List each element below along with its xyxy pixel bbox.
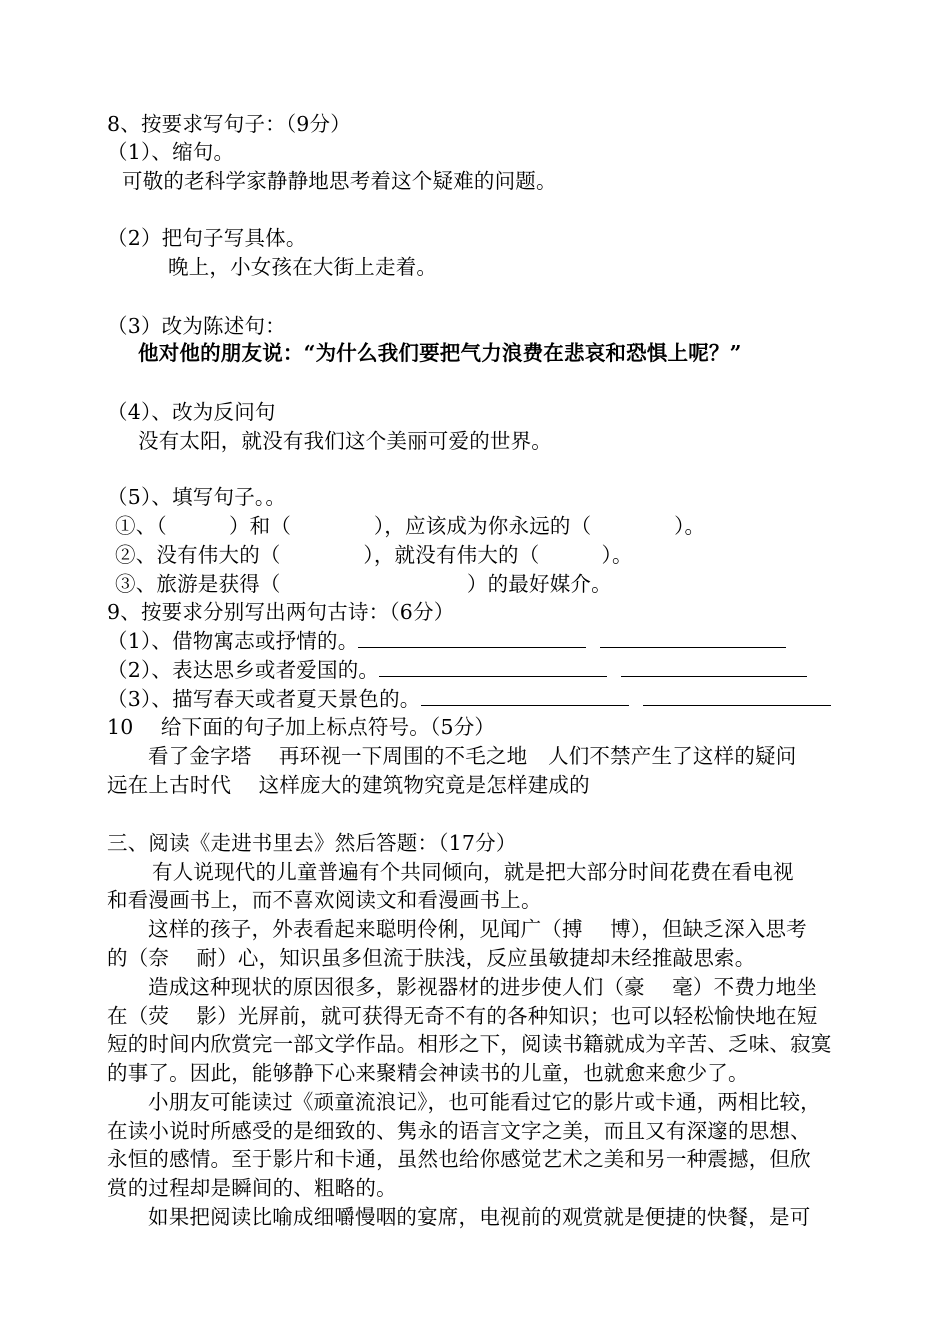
q10-line2: 远在上古时代 这样庞大的建筑物究竟是怎样建成的 [107, 773, 590, 797]
reading-line: 造成这种现状的原因很多，影视器材的进步使人们（豪 毫）不费力地坐 [148, 975, 818, 999]
q9-title: 9、按要求分别写出两句古诗：（6分） [107, 600, 455, 624]
reading-line: 在（荧 影）光屏前，就可获得无奇不有的各种知识；也可以轻松愉快地在短 [107, 1004, 818, 1028]
answer-blank [621, 658, 807, 677]
q8-sub5-label: （5）、填写句子。。 [107, 485, 287, 509]
reading-line: 在读小说时所感受的是细致的、隽永的语言文字之美，而且又有深邃的思想、 [107, 1119, 811, 1143]
q9-prompt-2: （2）、表达思乡或者爱国的。 [107, 658, 380, 682]
q10-title: 10 给下面的句子加上标点符号。（5分） [107, 715, 496, 739]
reading-line: 有人说现代的儿童普遍有个共同倾向，就是把大部分时间花费在看电视 [152, 860, 794, 884]
q9-prompt-3: （3）、描写春天或者夏天景色的。 [107, 687, 421, 711]
q8-sub1-label: （1）、缩句。 [107, 140, 235, 164]
q8-sub4-text: 没有太阳，就没有我们这个美丽可爱的世界。 [138, 429, 552, 453]
reading-line: 赏的过程却是瞬间的、粗略的。 [107, 1176, 397, 1200]
reading-title: 三、阅读《走进书里去》然后答题：（17分） [107, 831, 517, 855]
answer-blank [421, 687, 629, 706]
q8-sub4-label: （4）、改为反问句 [107, 400, 276, 424]
q9-prompt-1: （1）、借物寓志或抒情的。 [107, 629, 359, 653]
q9-line3 [107, 685, 831, 713]
reading-line: 的事了。因此，能够静下心来聚精会神读书的儿童，也就愈来愈少了。 [107, 1061, 749, 1085]
answer-blank [643, 687, 831, 706]
q8-sub2-text: 晚上，小女孩在大街上走着。 [168, 255, 438, 279]
q8-sub3-text: 他对他的朋友说：“为什么我们要把气力浪费在悲哀和恐惧上呢？” [138, 341, 742, 365]
answer-blank [358, 629, 586, 648]
reading-line: 永恒的感情。至于影片和卡通，虽然也给你感觉艺术之美和另一种震撼，但欣 [107, 1147, 811, 1171]
q9-line2 [107, 656, 807, 684]
q9-line1 [107, 627, 786, 655]
reading-line: 如果把阅读比喻成细嚼慢咽的宴席，电视前的观赏就是便捷的快餐，是可 [148, 1205, 811, 1229]
q8-title: 8、按要求写句子：（9分） [107, 112, 351, 136]
q8-sub3-label: （3）改为陈述句： [107, 314, 286, 338]
reading-line: 这样的孩子，外表看起来聪明伶俐，见闻广（搏 博），但缺乏深入思考 [148, 917, 807, 941]
reading-line: 和看漫画书上，而不喜欢阅读文和看漫画书上。 [107, 888, 542, 912]
answer-blank [379, 658, 607, 677]
q10-line1: 看了金字塔 再环视一下周围的不毛之地 人们不禁产生了这样的疑问 [148, 744, 797, 768]
reading-line: 小朋友可能读过《顽童流浪记》，也可能看过它的影片或卡通，两相比较， [148, 1090, 821, 1114]
reading-line: 的（奈 耐）心，知识虽多但流于肤浅，反应虽敏捷却未经推敲思索。 [107, 946, 756, 970]
reading-line: 短的时间内欣赏完一部文学作品。相形之下，阅读书籍就成为辛苦、乏味、寂寞 [107, 1032, 832, 1056]
q8-fill-3: ③、旅游是获得（ ）的最好媒介。 [115, 572, 612, 596]
q8-sub2-label: （2）把句子写具体。 [107, 226, 307, 250]
q8-fill-2: ②、没有伟大的（ ），就没有伟大的（ ）。 [115, 543, 633, 567]
answer-blank [600, 629, 786, 648]
q8-fill-1: ①、（ ）和（ ），应该成为你永远的（ ）。 [115, 514, 706, 538]
q8-sub1-text: 可敬的老科学家静静地思考着这个疑难的问题。 [122, 169, 557, 193]
